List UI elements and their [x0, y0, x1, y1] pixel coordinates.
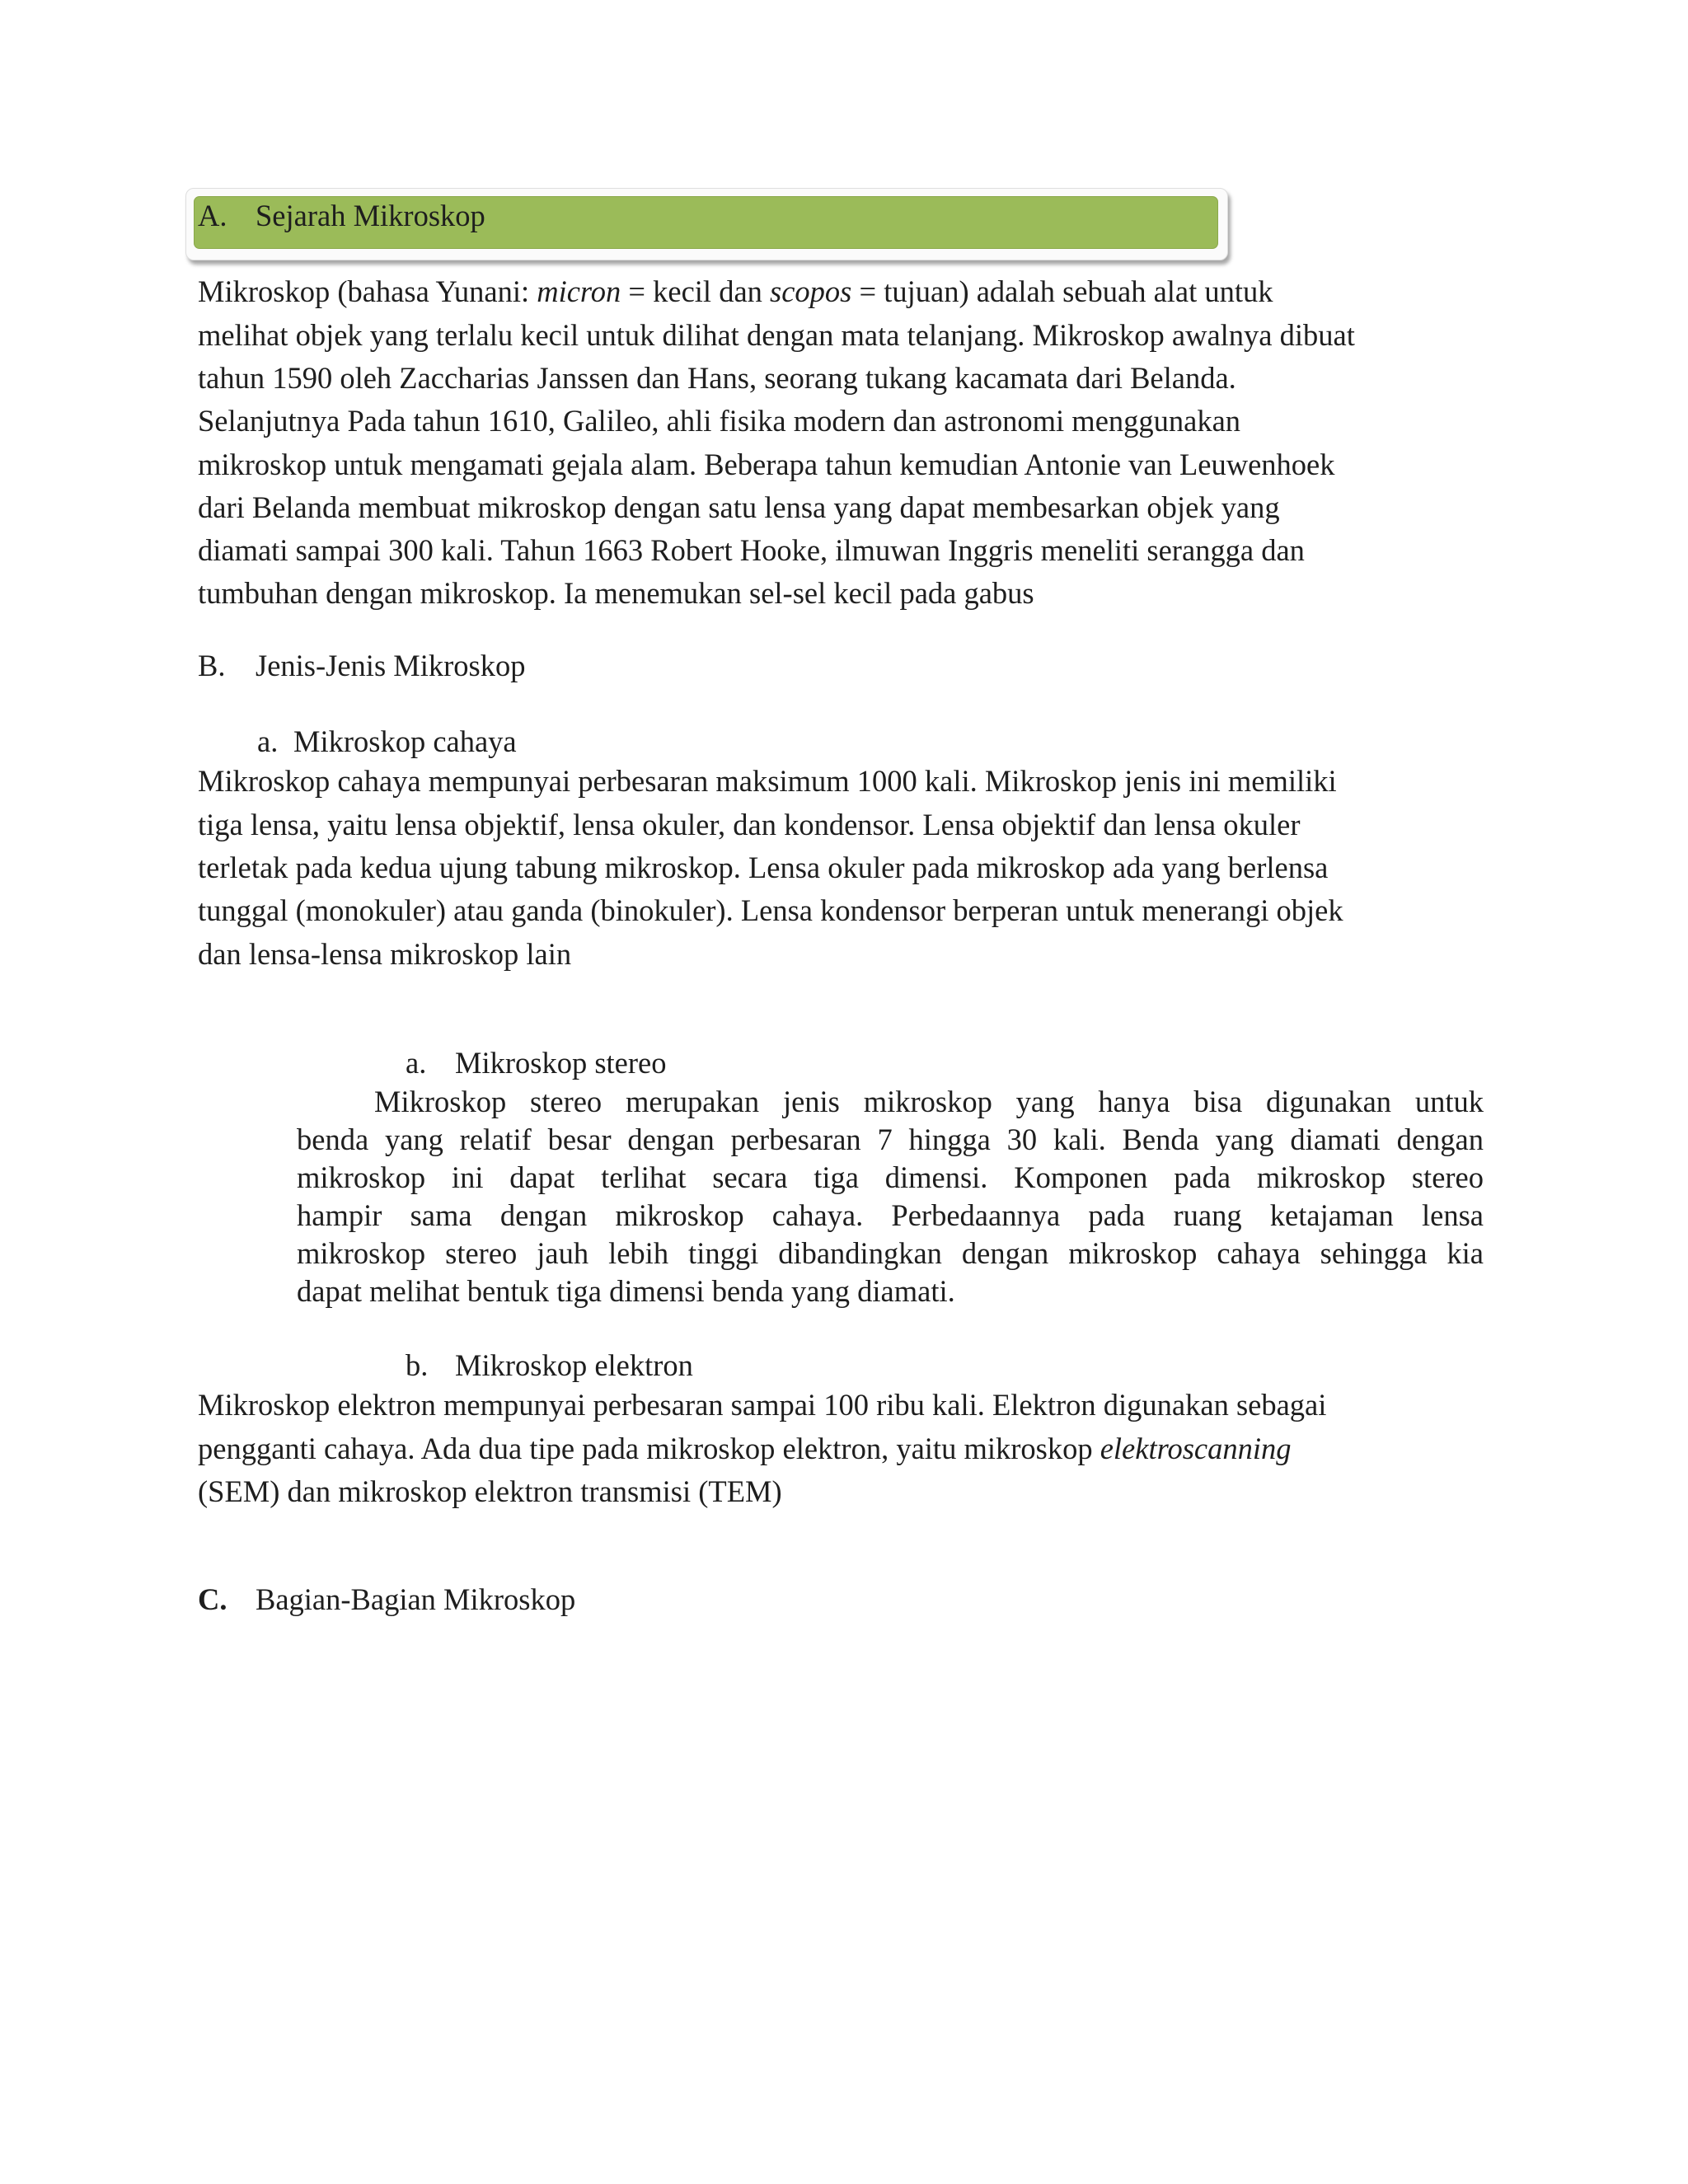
italic-term-micron: micron — [537, 274, 621, 308]
paragraph-line: tumbuhan dengan mikroskop. Ia menemukan sel-sel kecil pada gabus — [198, 576, 1034, 610]
subsection-stereo-heading — [406, 1045, 666, 1081]
italic-term-scopos: scopos — [770, 274, 852, 308]
paragraph-line: Selanjutnya Pada tahun 1610, Galileo, ahli fisika modern dan astronomi menggunakan — [198, 404, 1241, 438]
subsection-title: Mikroskop stereo — [455, 1046, 667, 1080]
paragraph-line: Mikroskop cahaya mempunyai perbesaran maksimum 1000 kali. Mikroskop jenis ini memiliki — [198, 764, 1337, 798]
paragraph-line: hampir sama dengan mikroskop cahaya. Perbedaannya pada ruang ketajaman lensa — [297, 1198, 1484, 1232]
section-a-heading — [198, 198, 485, 234]
section-c-title: Bagian-Bagian Mikroskop — [256, 1582, 576, 1616]
subsection-marker: b. — [406, 1348, 429, 1382]
subsection-title: Mikroskop elektron — [455, 1348, 693, 1382]
section-b-title: Jenis-Jenis Mikroskop — [256, 649, 526, 682]
text-run: = kecil dan — [621, 274, 771, 308]
section-b-heading — [198, 648, 525, 684]
section-c-number: C. — [198, 1582, 227, 1616]
subsection-marker: a. — [257, 724, 279, 758]
paragraph-line — [198, 1431, 1292, 1467]
section-c-heading — [198, 1582, 575, 1618]
paragraph-line — [198, 274, 1273, 310]
paragraph-line: melihat objek yang terlalu kecil untuk dilihat dengan mata telanjang. Mikroskop awalnya dibuat — [198, 318, 1355, 352]
text-run: pengganti cahaya. Ada dua tipe pada mikroskop elektron, yaitu mikroskop — [198, 1432, 1100, 1465]
italic-term-elektroscanning: elektroscanning — [1100, 1432, 1292, 1465]
paragraph-line: terletak pada kedua ujung tabung mikroskop. Lensa okuler pada mikroskop ada yang berlensa — [198, 851, 1329, 884]
paragraph-line: benda yang relatif besar dengan perbesaran 7 hingga 30 kali. Benda yang diamati dengan — [297, 1122, 1484, 1156]
section-a-title: Sejarah Mikroskop — [256, 199, 485, 232]
paragraph-line: dari Belanda membuat mikroskop dengan satu lensa yang dapat membesarkan objek yang — [198, 490, 1280, 524]
paragraph-line: Mikroskop stereo merupakan jenis mikroskop yang hanya bisa digunakan untuk — [374, 1085, 1484, 1118]
paragraph-line: dapat melihat bentuk tiga dimensi benda yang diamati. — [297, 1274, 955, 1308]
paragraph-line: tiga lensa, yaitu lensa objektif, lensa okuler, dan kondensor. Lensa objektif dan lensa okuler — [198, 808, 1301, 841]
paragraph-line: mikroskop stereo jauh lebih tinggi dibandingkan dengan mikroskop cahaya sehingga kia — [297, 1236, 1484, 1270]
section-a-number: A. — [198, 199, 227, 232]
paragraph-line: tunggal (monokuler) atau ganda (binokuler). Lensa kondensor berperan untuk menerangi objek — [198, 893, 1343, 927]
subsection-stereo-paragraph — [297, 1083, 1484, 1310]
subsection-marker: a. — [406, 1046, 427, 1080]
paragraph-line: tahun 1590 oleh Zaccharias Janssen dan Hans, seorang tukang kacamata dari Belanda. — [198, 361, 1236, 395]
paragraph-line: mikroskop ini dapat terlihat secara tiga dimensi. Komponen pada mikroskop stereo — [297, 1160, 1484, 1194]
paragraph-line: (SEM) dan mikroskop elektron transmisi (TEM) — [198, 1474, 782, 1508]
text-run: = tujuan) adalah sebuah alat untuk — [851, 274, 1273, 308]
paragraph-line: mikroskop untuk mengamati gejala alam. Beberapa tahun kemudian Antonie van Leuwenhoek — [198, 448, 1335, 481]
subsection-cahaya-heading — [257, 724, 517, 760]
subsection-title: Mikroskop cahaya — [293, 724, 517, 758]
section-b-number: B. — [198, 649, 226, 682]
paragraph-line: diamati sampai 300 kali. Tahun 1663 Robert Hooke, ilmuwan Inggris meneliti serangga dan — [198, 533, 1305, 567]
paragraph-line: dan lensa-lensa mikroskop lain — [198, 937, 572, 971]
text-run: Mikroskop (bahasa Yunani: — [198, 274, 537, 308]
paragraph-line: Mikroskop elektron mempunyai perbesaran sampai 100 ribu kali. Elektron digunakan sebagai — [198, 1388, 1327, 1422]
subsection-elektron-heading — [406, 1347, 693, 1384]
